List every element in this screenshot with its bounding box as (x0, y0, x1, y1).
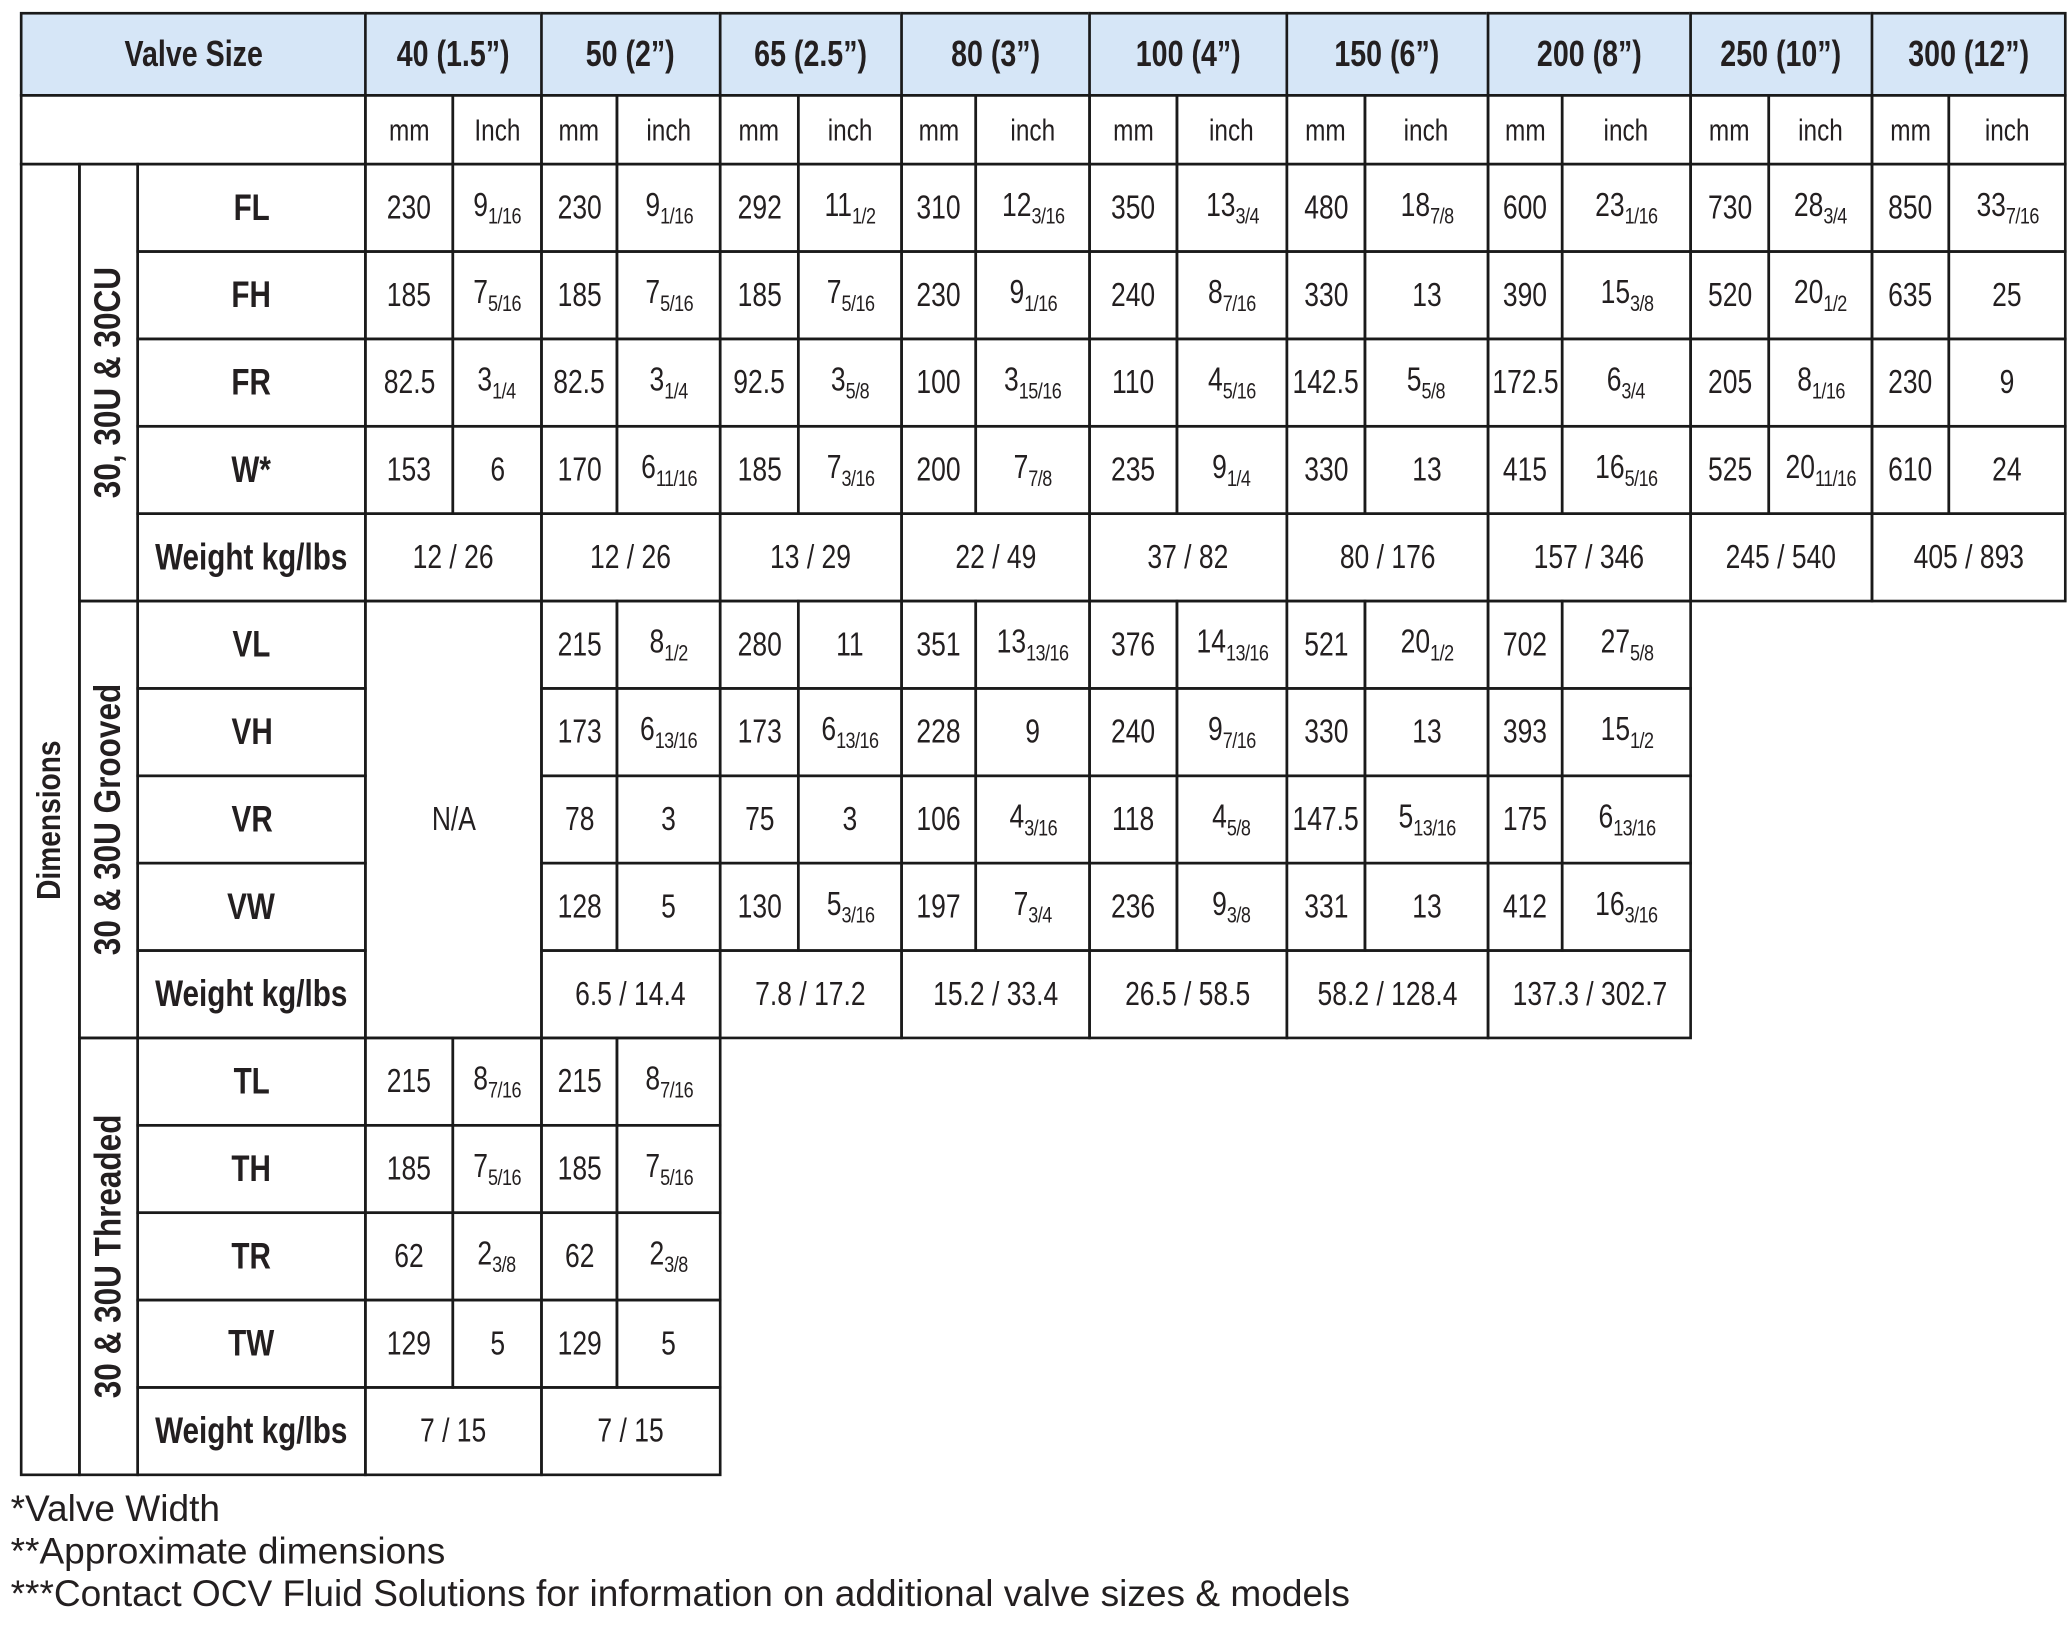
weight-value: 22 / 49 (900, 512, 1091, 602)
weight-value: 12 / 26 (364, 512, 543, 602)
cell-inch: $9_{1/16}$ (616, 163, 722, 253)
cell-mm: 185 (364, 250, 454, 340)
cell-mm: 390 (1487, 250, 1564, 340)
weight-value: 6.5 / 14.4 (540, 949, 721, 1039)
cell-inch: 9 (974, 687, 1091, 777)
cell-inch: $5_{3/16}$ (797, 862, 903, 952)
size-header-8: 300 (12”) (1871, 12, 2067, 97)
cell-mm: 228 (900, 687, 977, 777)
cell-mm: 230 (1871, 338, 1950, 428)
unit-inch-3: inch (974, 94, 1091, 165)
cell-inch: $20_{11/16}$ (1767, 425, 1873, 515)
weight-value: 58.2 / 128.4 (1286, 949, 1490, 1039)
cell-mm: 185 (540, 1124, 618, 1214)
weight-value: 12 / 26 (540, 512, 721, 602)
cell-inch: 13 (1364, 250, 1490, 340)
cell-mm: 525 (1689, 425, 1770, 515)
cell-mm: 142.5 (1286, 338, 1367, 428)
cell-inch: $8_{7/16}$ (616, 1037, 722, 1127)
cell-inch: $7_{3/4}$ (974, 862, 1091, 952)
cell-inch: 11 (797, 600, 903, 690)
cell-mm: 480 (1286, 163, 1367, 253)
footnotes (11, 1488, 1350, 1615)
cell-inch: $6_{11/16}$ (616, 425, 722, 515)
cell-mm: 185 (540, 250, 618, 340)
row-label-tw: TW (136, 1299, 366, 1389)
cell-inch: $23_{1/16}$ (1561, 163, 1692, 253)
cell-mm: 521 (1286, 600, 1367, 690)
row-label-tl: TL (136, 1037, 366, 1127)
cell-mm: 205 (1689, 338, 1770, 428)
cell-mm: 351 (900, 600, 977, 690)
cell-mm: 78 (540, 774, 618, 864)
cell-mm: 82.5 (540, 338, 618, 428)
cell-mm: 292 (719, 163, 800, 253)
unit-mm-0: mm (364, 94, 454, 165)
cell-mm: 197 (900, 862, 977, 952)
weight-label: Weight kg/lbs (136, 949, 366, 1039)
weight-value: 7 / 15 (364, 1386, 543, 1476)
cell-mm: 153 (364, 425, 454, 515)
unit-inch-6: inch (1561, 94, 1692, 165)
unit-mm-6: mm (1487, 94, 1564, 165)
unit-mm-4: mm (1088, 94, 1178, 165)
cell-inch: $7_{5/16}$ (797, 250, 903, 340)
cell-inch: $7_{7/8}$ (974, 425, 1091, 515)
cell-inch: 5 (616, 1299, 722, 1389)
unit-mm-2: mm (719, 94, 800, 165)
cell-inch: 24 (1947, 425, 2066, 515)
size-header-7: 250 (10”) (1689, 12, 1873, 97)
cell-mm: 185 (364, 1124, 454, 1214)
row-label-vl: VL (136, 600, 366, 690)
cell-mm: 215 (364, 1037, 454, 1127)
cell-inch: $20_{1/2}$ (1364, 600, 1490, 690)
cell-inch: $5_{5/8}$ (1364, 338, 1490, 428)
cell-inch: $8_{1/16}$ (1767, 338, 1873, 428)
cell-mm: 412 (1487, 862, 1564, 952)
cell-mm: 240 (1088, 687, 1178, 777)
cell-inch: $2_{3/8}$ (451, 1211, 542, 1301)
cell-mm: 350 (1088, 163, 1178, 253)
footnote-approximate: **Approximate dimensions (10, 1530, 446, 1572)
cell-inch: $2_{3/8}$ (616, 1211, 722, 1301)
cell-inch: $4_{3/16}$ (974, 774, 1091, 864)
weight-value: 405 / 893 (1871, 512, 2067, 602)
weight-label: Weight kg/lbs (136, 512, 366, 602)
cell-inch: $3_{1/4}$ (451, 338, 542, 428)
valve-size-header: Valve Size (20, 12, 367, 97)
cell-inch: 3 (797, 774, 903, 864)
cell-inch: $13_{13/16}$ (974, 600, 1091, 690)
units-row-blank (20, 94, 367, 165)
cell-inch: $6_{13/16}$ (797, 687, 903, 777)
not-available-cell: N/A (364, 600, 543, 1040)
size-header-4: 100 (4”) (1088, 12, 1288, 97)
cell-inch: $9_{1/16}$ (974, 250, 1091, 340)
cell-mm: 520 (1689, 250, 1770, 340)
cell-mm: 415 (1487, 425, 1564, 515)
cell-mm: 170 (540, 425, 618, 515)
cell-mm: 215 (540, 1037, 618, 1127)
size-header-5: 150 (6”) (1286, 12, 1490, 97)
cell-inch: 13 (1364, 862, 1490, 952)
cell-mm: 129 (364, 1299, 454, 1389)
cell-inch: $12_{3/16}$ (974, 163, 1091, 253)
row-label-vr: VR (136, 774, 366, 864)
weight-value: 37 / 82 (1088, 512, 1288, 602)
cell-inch: $6_{13/16}$ (616, 687, 722, 777)
cell-mm: 236 (1088, 862, 1178, 952)
weight-value: 13 / 29 (719, 512, 903, 602)
dimensions-label: Dimensions (20, 163, 81, 1476)
cell-mm: 185 (719, 250, 800, 340)
group-label: 30, 30U & 30CU (78, 163, 139, 603)
cell-inch: $3_{5/8}$ (797, 338, 903, 428)
row-label-fl: FL (136, 163, 366, 253)
cell-mm: 62 (540, 1211, 618, 1301)
cell-inch: $27_{5/8}$ (1561, 600, 1692, 690)
cell-mm: 230 (900, 250, 977, 340)
cell-mm: 100 (900, 338, 977, 428)
weight-label: Weight kg/lbs (136, 1386, 366, 1476)
cell-inch: $8_{7/16}$ (451, 1037, 542, 1127)
unit-mm-3: mm (900, 94, 977, 165)
group-label: 30 & 30U Threaded (78, 1037, 139, 1477)
cell-inch: 6 (451, 425, 542, 515)
cell-inch: $4_{5/16}$ (1176, 338, 1289, 428)
cell-mm: 172.5 (1487, 338, 1564, 428)
unit-inch-7: inch (1767, 94, 1873, 165)
cell-inch: $14_{13/16}$ (1176, 600, 1289, 690)
weight-value: 80 / 176 (1286, 512, 1490, 602)
unit-mm-5: mm (1286, 94, 1367, 165)
cell-inch: $3_{1/4}$ (616, 338, 722, 428)
cell-mm: 175 (1487, 774, 1564, 864)
cell-inch: 3 (616, 774, 722, 864)
cell-mm: 62 (364, 1211, 454, 1301)
cell-mm: 173 (719, 687, 800, 777)
cell-inch: 13 (1364, 687, 1490, 777)
cell-inch: $8_{7/16}$ (1176, 250, 1289, 340)
cell-inch: 9 (1947, 338, 2066, 428)
cell-mm: 240 (1088, 250, 1178, 340)
cell-inch: $18_{7/8}$ (1364, 163, 1490, 253)
cell-mm: 730 (1689, 163, 1770, 253)
cell-inch: $13_{3/4}$ (1176, 163, 1289, 253)
cell-inch: $8_{1/2}$ (616, 600, 722, 690)
cell-inch: $16_{5/16}$ (1561, 425, 1692, 515)
cell-inch: 5 (616, 862, 722, 952)
weight-value: 245 / 540 (1689, 512, 1873, 602)
unit-mm-7: mm (1689, 94, 1770, 165)
cell-mm: 106 (900, 774, 977, 864)
footnote-valve-width: *Valve Width (10, 1488, 221, 1530)
cell-mm: 185 (719, 425, 800, 515)
row-label-vh: VH (136, 687, 366, 777)
cell-inch: $33_{7/16}$ (1947, 163, 2066, 253)
cell-inch: $16_{3/16}$ (1561, 862, 1692, 952)
weight-value: 7.8 / 17.2 (719, 949, 903, 1039)
unit-inch-5: inch (1364, 94, 1490, 165)
size-header-6: 200 (8”) (1487, 12, 1692, 97)
cell-inch: $5_{13/16}$ (1364, 774, 1490, 864)
unit-inch-1: inch (616, 94, 722, 165)
unit-inch-4: inch (1176, 94, 1289, 165)
cell-mm: 600 (1487, 163, 1564, 253)
cell-mm: 330 (1286, 250, 1367, 340)
cell-inch: $6_{13/16}$ (1561, 774, 1692, 864)
cell-inch: $7_{3/16}$ (797, 425, 903, 515)
cell-mm: 235 (1088, 425, 1178, 515)
cell-mm: 130 (719, 862, 800, 952)
cell-mm: 280 (719, 600, 800, 690)
cell-mm: 230 (540, 163, 618, 253)
cell-mm: 75 (719, 774, 800, 864)
unit-mm-8: mm (1871, 94, 1950, 165)
cell-inch: $7_{5/16}$ (451, 1124, 542, 1214)
cell-mm: 331 (1286, 862, 1367, 952)
size-header-0: 40 (1.5”) (364, 12, 543, 97)
cell-inch: $9_{3/8}$ (1176, 862, 1289, 952)
cell-inch: $9_{1/4}$ (1176, 425, 1289, 515)
weight-value: 26.5 / 58.5 (1088, 949, 1288, 1039)
cell-inch: 5 (451, 1299, 542, 1389)
cell-inch: $7_{5/16}$ (451, 250, 542, 340)
unit-inch-8: inch (1947, 94, 2066, 165)
unit-mm-1: mm (540, 94, 618, 165)
cell-inch: $9_{1/16}$ (451, 163, 542, 253)
row-label-th: TH (136, 1124, 366, 1214)
weight-value: 137.3 / 302.7 (1487, 949, 1692, 1039)
cell-inch: $4_{5/8}$ (1176, 774, 1289, 864)
cell-inch: $6_{3/4}$ (1561, 338, 1692, 428)
cell-mm: 702 (1487, 600, 1564, 690)
cell-inch: $15_{1/2}$ (1561, 687, 1692, 777)
cell-mm: 310 (900, 163, 977, 253)
cell-inch: $3_{15/16}$ (974, 338, 1091, 428)
cell-mm: 110 (1088, 338, 1178, 428)
unit-inch-2: inch (797, 94, 903, 165)
cell-mm: 330 (1286, 425, 1367, 515)
cell-mm: 610 (1871, 425, 1950, 515)
cell-mm: 215 (540, 600, 618, 690)
row-label-vw: VW (136, 862, 366, 952)
weight-value: 7 / 15 (540, 1386, 721, 1476)
row-label-fr: FR (136, 338, 366, 428)
cell-inch: $20_{1/2}$ (1767, 250, 1873, 340)
cell-inch: $28_{3/4}$ (1767, 163, 1873, 253)
group-label: 30 & 30U Grooved (78, 600, 139, 1040)
footnote-contact: ***Contact OCV Fluid Solutions for information on additional valve sizes & models (10, 1572, 1350, 1614)
size-header-2: 65 (2.5”) (719, 12, 903, 97)
cell-mm: 92.5 (719, 338, 800, 428)
cell-mm: 129 (540, 1299, 618, 1389)
cell-inch: $7_{5/16}$ (616, 1124, 722, 1214)
cell-mm: 376 (1088, 600, 1178, 690)
cell-mm: 128 (540, 862, 618, 952)
cell-mm: 82.5 (364, 338, 454, 428)
row-label-tr: TR (136, 1211, 366, 1301)
cell-mm: 850 (1871, 163, 1950, 253)
size-header-1: 50 (2”) (540, 12, 721, 97)
cell-inch: $15_{3/8}$ (1561, 250, 1692, 340)
weight-value: 15.2 / 33.4 (900, 949, 1091, 1039)
row-label-wstar: W* (136, 425, 366, 515)
size-header-3: 80 (3”) (900, 12, 1091, 97)
cell-inch: $7_{5/16}$ (616, 250, 722, 340)
cell-mm: 330 (1286, 687, 1367, 777)
weight-value: 157 / 346 (1487, 512, 1692, 602)
cell-mm: 147.5 (1286, 774, 1367, 864)
cell-mm: 230 (364, 163, 454, 253)
cell-mm: 393 (1487, 687, 1564, 777)
cell-inch: 25 (1947, 250, 2066, 340)
unit-inch-0: Inch (451, 94, 542, 165)
cell-mm: 200 (900, 425, 977, 515)
row-label-fh: FH (136, 250, 366, 340)
cell-inch: 13 (1364, 425, 1490, 515)
cell-mm: 173 (540, 687, 618, 777)
cell-inch: $9_{7/16}$ (1176, 687, 1289, 777)
cell-mm: 635 (1871, 250, 1950, 340)
cell-inch: $11_{1/2}$ (797, 163, 903, 253)
cell-mm: 118 (1088, 774, 1178, 864)
